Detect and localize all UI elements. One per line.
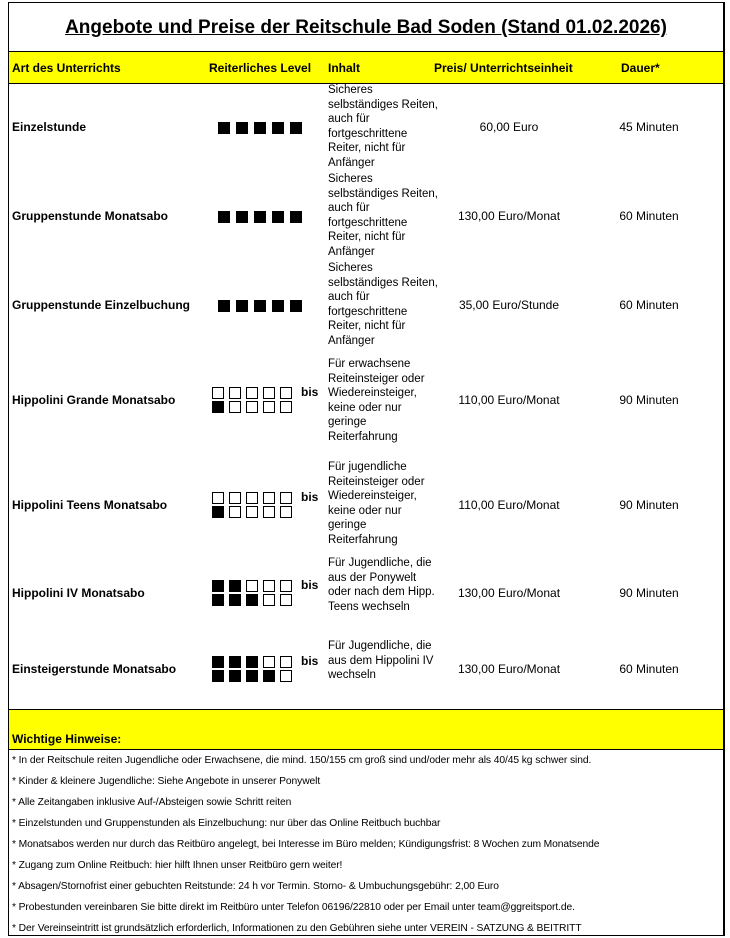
level-square-empty xyxy=(280,506,292,518)
level-square-filled xyxy=(218,211,230,223)
level-square-filled xyxy=(263,670,275,682)
level-square-filled xyxy=(236,300,248,312)
level-square-empty xyxy=(246,387,258,399)
level-square-empty xyxy=(263,401,275,413)
note-item: * Kinder & kleinere Jugendliche: Siehe Angebote in unserer Ponywelt xyxy=(12,776,321,787)
level-square-filled xyxy=(272,122,284,134)
lesson-price: 130,00 Euro/Monat xyxy=(457,586,561,600)
lesson-type: Hippolini Teens Monatsabo xyxy=(12,498,168,512)
level-square-empty xyxy=(263,492,275,504)
note-item: * Zugang zum Online Reitbuch: hier hilft Ihnen unser Reitbüro gern weiter! xyxy=(12,860,343,871)
lesson-duration: 60 Minuten xyxy=(619,298,679,312)
note-item: * In der Reitschule reiten Jugendliche oder Erwachsene, die mind. 150/155 cm groß sind und/oder mehr als 40/45 kg schwer sind. xyxy=(12,755,592,766)
level-square-empty xyxy=(280,401,292,413)
level-square-empty xyxy=(229,492,241,504)
note-item: * Probestunden vereinbaren Sie bitte direkt im Reitbüro unter Telefon 06196/22810 oder per Email unter team@ggreitsport.de. xyxy=(12,902,575,913)
header-price: Preis/ Unterrichtseinheit xyxy=(434,61,573,75)
level-square-filled xyxy=(229,580,241,592)
lesson-price: 110,00 Euro/Monat xyxy=(458,393,560,407)
note-item: * Einzelstunden und Gruppenstunden als Einzelbuchung: nur über das Online Reitbuch buchbar xyxy=(12,818,441,829)
note-item: * Monatsabos werden nur durch das Reitbüro angelegt, bei Interesse im Büro melden; Kündigungsfrist: 8 Wochen zum Monatsende xyxy=(12,839,600,850)
level-from xyxy=(212,492,292,504)
level-square-empty xyxy=(246,506,258,518)
level-square-empty xyxy=(212,387,224,399)
level-square-filled xyxy=(246,656,258,668)
level-from xyxy=(218,211,302,223)
table-row xyxy=(9,261,723,351)
level-square-filled xyxy=(246,670,258,682)
level-square-empty xyxy=(280,670,292,682)
level-square-empty xyxy=(280,492,292,504)
level-square-empty xyxy=(246,492,258,504)
lesson-price: 110,00 Euro/Monat xyxy=(458,498,560,512)
page-title: Angebote und Preise der Reitschule Bad Soden (Stand 01.02.2026) xyxy=(65,17,667,38)
level-to xyxy=(212,401,292,413)
level-from xyxy=(218,300,302,312)
level-square-filled xyxy=(229,670,241,682)
price-sheet xyxy=(8,2,725,936)
level-from xyxy=(212,656,292,668)
level-square-filled xyxy=(254,300,266,312)
level-square-filled xyxy=(290,122,302,134)
level-square-empty xyxy=(263,656,275,668)
lesson-content: Sicheres selbständiges Reiten, auch für fortgeschrittene Reiter, nicht für Anfänger xyxy=(328,173,438,258)
level-square-empty xyxy=(280,580,292,592)
level-square-filled xyxy=(246,594,258,606)
level-square-empty xyxy=(212,492,224,504)
level-square-empty xyxy=(246,580,258,592)
table-row xyxy=(9,554,723,632)
rider-level-indicator xyxy=(212,490,319,520)
lesson-type: Hippolini Grande Monatsabo xyxy=(12,393,176,407)
level-from xyxy=(218,122,302,134)
level-square-filled xyxy=(272,300,284,312)
lesson-type: Gruppenstunde Einzelbuchung xyxy=(12,298,190,312)
level-square-filled xyxy=(212,594,224,606)
level-connector: bis xyxy=(301,578,319,592)
level-connector: bis xyxy=(301,490,319,504)
table-header xyxy=(9,51,723,84)
table-row xyxy=(9,83,723,172)
rider-level-indicator xyxy=(218,299,302,314)
level-square-filled xyxy=(272,211,284,223)
level-square-empty xyxy=(229,387,241,399)
level-square-empty xyxy=(229,401,241,413)
table-row xyxy=(9,172,723,261)
notes-header xyxy=(9,709,723,750)
lesson-content: Sicheres selbständiges Reiten, auch für fortgeschrittene Reiter, nicht für Anfänger xyxy=(328,262,438,347)
lesson-content: Für Jugendliche, die aus der Ponywelt oder nach dem Hipp. Teens wechseln xyxy=(328,557,435,613)
table-row xyxy=(9,351,723,447)
lesson-content: Für jugendliche Reiteinsteiger oder Wiedereinsteiger, keine oder nur geringe Reiterfahrung xyxy=(328,461,425,546)
level-square-filled xyxy=(212,506,224,518)
rider-level-indicator xyxy=(212,385,319,415)
level-square-filled xyxy=(236,122,248,134)
note-item: * Alle Zeitangaben inklusive Auf-/Absteigen sowie Schritt reiten xyxy=(12,797,292,808)
level-square-filled xyxy=(218,300,230,312)
note-item: * Absagen/Stornofrist einer gebuchten Reitstunde: 24 h vor Termin. Storno- & Umbuchungsgebühr: 2,00 Euro xyxy=(12,881,499,892)
lesson-duration: 90 Minuten xyxy=(619,393,679,407)
level-square-filled xyxy=(290,211,302,223)
level-to xyxy=(212,506,292,518)
level-from xyxy=(212,387,292,399)
lesson-price: 35,00 Euro/Stunde xyxy=(458,298,560,312)
level-to xyxy=(212,594,292,606)
level-square-filled xyxy=(212,580,224,592)
level-square-empty xyxy=(280,656,292,668)
rider-level-indicator xyxy=(218,121,302,136)
lesson-type: Einzelstunde xyxy=(12,120,87,134)
level-square-empty xyxy=(263,594,275,606)
note-item: * Der Vereinseintritt ist grundsätzlich erforderlich, Informationen zu den Gebühren siehe unter VEREIN - SATZUNG & BEITRITT xyxy=(12,923,582,934)
lesson-type: Hippolini IV Monatsabo xyxy=(12,586,145,600)
table-row xyxy=(9,637,723,707)
level-square-empty xyxy=(280,594,292,606)
level-square-empty xyxy=(280,387,292,399)
level-square-empty xyxy=(263,506,275,518)
level-connector: bis xyxy=(301,385,319,399)
level-square-filled xyxy=(212,401,224,413)
lesson-price: 130,00 Euro/Monat xyxy=(457,662,561,676)
lesson-price: 130,00 Euro/Monat xyxy=(457,209,561,223)
lesson-content: Für erwachsene Reiteinsteiger oder Wiedereinsteiger, keine oder nur geringe Reiterfahrung xyxy=(328,358,425,443)
lesson-type: Gruppenstunde Monatsabo xyxy=(12,209,168,223)
lesson-content: Sicheres selbständiges Reiten, auch für fortgeschrittene Reiter, nicht für Anfänger xyxy=(328,84,438,169)
lesson-type: Einsteigerstunde Monatsabo xyxy=(12,662,177,676)
level-square-filled xyxy=(290,300,302,312)
level-connector: bis xyxy=(301,654,319,668)
lesson-duration: 90 Minuten xyxy=(619,498,679,512)
level-square-filled xyxy=(254,122,266,134)
notes-heading: Wichtige Hinweise: xyxy=(12,732,122,746)
level-square-empty xyxy=(263,387,275,399)
level-square-filled xyxy=(236,211,248,223)
level-square-empty xyxy=(263,580,275,592)
level-square-empty xyxy=(246,401,258,413)
header-level: Reiterliches Level xyxy=(209,61,312,75)
lesson-price: 60,00 Euro xyxy=(479,120,539,134)
lesson-duration: 90 Minuten xyxy=(619,586,679,600)
rider-level-indicator xyxy=(212,654,319,684)
rider-level-indicator xyxy=(218,210,302,225)
header-duration: Dauer* xyxy=(621,61,660,75)
level-square-filled xyxy=(229,656,241,668)
lesson-duration: 60 Minuten xyxy=(619,662,679,676)
level-square-filled xyxy=(254,211,266,223)
level-from xyxy=(212,580,292,592)
level-square-empty xyxy=(229,506,241,518)
level-square-filled xyxy=(229,594,241,606)
level-square-filled xyxy=(212,656,224,668)
level-square-filled xyxy=(218,122,230,134)
header-type: Art des Unterrichts xyxy=(12,61,121,75)
level-to xyxy=(212,670,292,682)
level-square-filled xyxy=(212,670,224,682)
lesson-content: Für Jugendliche, die aus dem Hippolini IV wechseln xyxy=(328,640,434,682)
lesson-duration: 60 Minuten xyxy=(619,209,679,223)
header-content: Inhalt xyxy=(328,61,360,75)
table-row xyxy=(9,454,723,552)
rider-level-indicator xyxy=(212,578,319,608)
lesson-duration: 45 Minuten xyxy=(619,120,679,134)
